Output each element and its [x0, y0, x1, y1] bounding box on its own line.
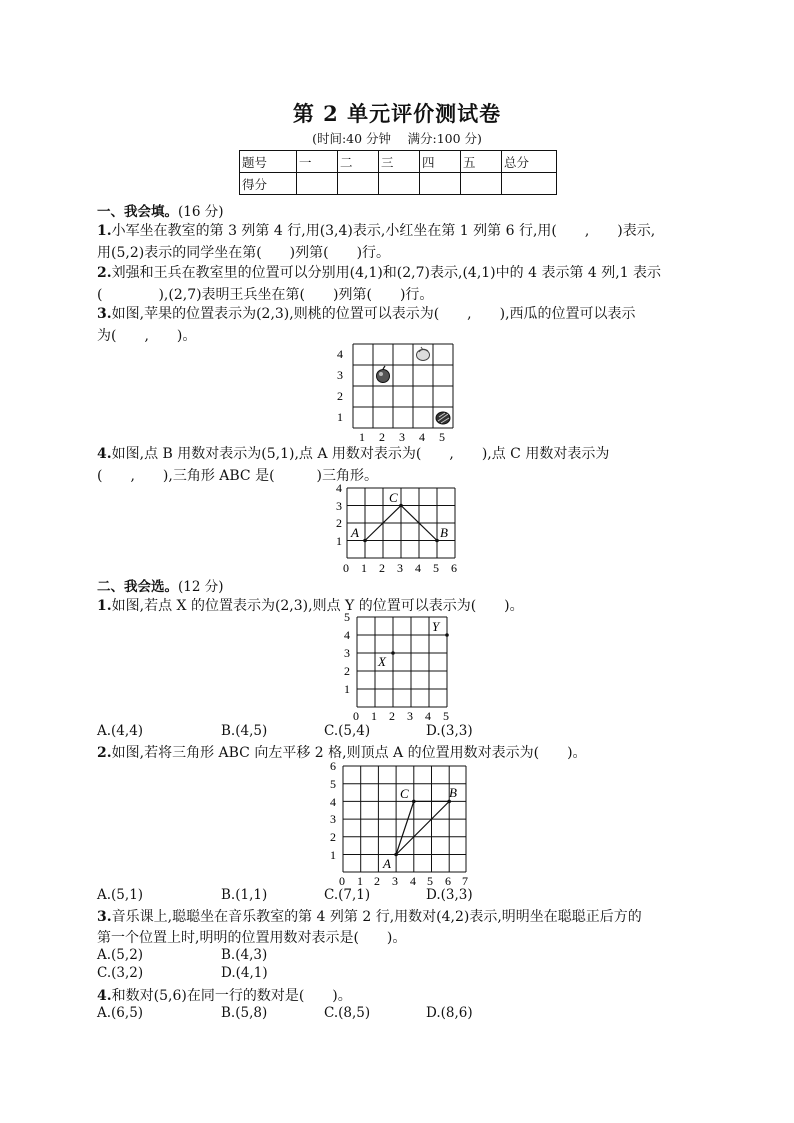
- s2-q2-option-d[interactable]: D.(3,3): [426, 887, 473, 903]
- y-tick-label: 3: [336, 499, 342, 513]
- x-tick-label: 1: [357, 874, 363, 888]
- question-text: 如图,若将三角形 ABC 向左平移 2 格,则顶点 A 的位置用数对表示为( )。: [111, 745, 587, 761]
- x-tick-label: 7: [462, 874, 468, 888]
- s2-q4-option-a[interactable]: A.(6,5): [97, 1005, 144, 1021]
- score-table: [239, 150, 557, 195]
- s2-q1-option-d[interactable]: D.(3,3): [426, 723, 473, 739]
- s2-q1-line: [97, 595, 524, 615]
- point-x: [391, 651, 395, 655]
- y-tick-label: 2: [336, 516, 342, 530]
- x-tick-label: 3: [399, 430, 405, 442]
- score-table-cell: 得分: [240, 173, 297, 195]
- point-c-label: C: [389, 490, 398, 505]
- y-tick-label: 2: [337, 389, 343, 403]
- y-tick-label: 1: [344, 682, 350, 696]
- y-tick-label: 2: [344, 664, 350, 678]
- x-tick-label: 0: [339, 874, 345, 888]
- x-tick-label: 3: [407, 709, 413, 723]
- point-y: [445, 633, 449, 637]
- y-tick-label: 4: [337, 347, 343, 361]
- section-points: (12 分): [178, 579, 224, 595]
- question-number: 4.: [97, 988, 112, 1004]
- s2-q3-line2: 第一个位置上时,明明的位置用数对表示是( )。: [97, 930, 407, 946]
- y-tick-label: 6: [330, 760, 336, 773]
- score-table-cell: 一: [297, 151, 338, 173]
- s2-q4-option-b[interactable]: B.(5,8): [221, 1005, 268, 1021]
- point-c-label: C: [400, 786, 409, 801]
- s2-q1-option-c[interactable]: C.(5,4): [324, 723, 371, 739]
- x-tick-label: 2: [379, 430, 385, 442]
- x-tick-label: 6: [451, 561, 457, 574]
- coordinate-grid: [347, 488, 455, 558]
- score-table-cell: 五: [461, 151, 502, 173]
- y-tick-label: 4: [330, 795, 336, 809]
- score-table-cell: 四: [420, 151, 461, 173]
- triangle-translation-figure: [328, 760, 470, 888]
- section-2-heading: [97, 575, 224, 595]
- y-tick-label: 1: [330, 848, 336, 862]
- x-tick-label: 4: [425, 709, 431, 723]
- y-tick-label: 4: [344, 628, 350, 642]
- x-tick-label: 2: [379, 561, 385, 574]
- x-tick-label: 1: [371, 709, 377, 723]
- section-points: (16 分): [178, 204, 224, 220]
- section-title: 一、我会填。: [97, 204, 178, 220]
- point-a-label: A: [383, 856, 391, 871]
- section-1-heading: [97, 200, 224, 220]
- s2-q4-line: [97, 985, 352, 1005]
- x-tick-label: 4: [415, 561, 421, 574]
- s2-q4-option-d[interactable]: D.(8,6): [426, 1005, 473, 1021]
- triangle-abc: [396, 801, 449, 854]
- s2-q3-option-b[interactable]: B.(4,3): [221, 947, 268, 963]
- x-tick-label: 3: [397, 561, 403, 574]
- s1-q4-line2: ( , ),三角形 ABC 是( )三角形。: [97, 468, 379, 484]
- y-tick-label: 3: [337, 368, 343, 382]
- point-x-label: X: [378, 654, 386, 669]
- score-input-cell[interactable]: [338, 173, 379, 195]
- point-a: [363, 539, 367, 543]
- s1-q2-line2: ( ),(2,7)表明王兵坐在第( )列第( )行。: [97, 287, 434, 303]
- question-text: 刘强和王兵在教室里的位置可以分别用(4,1)和(2,7)表示,(4,1)中的 4 表示第 4 列,1 表示: [111, 265, 662, 281]
- s1-q3-line1: [97, 303, 636, 323]
- s2-q2-option-a[interactable]: A.(5,1): [97, 887, 144, 903]
- question-text: 如图,苹果的位置表示为(2,3),则桃的位置可以表示为( , ),西瓜的位置可以表示: [111, 306, 636, 322]
- apple-icon: [377, 366, 390, 383]
- s2-q1-option-a[interactable]: A.(4,4): [97, 723, 144, 739]
- y-tick-label: 3: [344, 646, 350, 660]
- s2-q2-line: [97, 742, 587, 762]
- question-number: 2.: [97, 745, 112, 761]
- xy-points-figure: [341, 613, 453, 723]
- question-number: 2.: [97, 265, 112, 281]
- point-b: [447, 800, 451, 804]
- s2-q2-option-c[interactable]: C.(7,1): [324, 887, 371, 903]
- x-tick-label: 5: [433, 561, 439, 574]
- question-number: 4.: [97, 446, 112, 462]
- triangle-abc-figure: [335, 482, 465, 574]
- question-text: 小军坐在教室的第 3 列第 4 行,用(3,4)表示,小红坐在第 1 列第 6 行,用( , )表示,: [111, 223, 656, 239]
- score-table-score-row: [240, 173, 557, 195]
- s2-q1-option-b[interactable]: B.(4,5): [221, 723, 268, 739]
- s2-q4-option-c[interactable]: C.(8,5): [324, 1005, 371, 1021]
- question-number: 1.: [97, 223, 112, 239]
- point-a: [394, 853, 398, 857]
- point-c: [399, 504, 403, 508]
- score-input-cell[interactable]: [420, 173, 461, 195]
- x-tick-label: 5: [427, 874, 433, 888]
- s1-q4-line1: [97, 443, 609, 463]
- exam-info: (时间:40 分钟 满分:100 分): [312, 131, 482, 146]
- question-number: 3.: [97, 306, 112, 322]
- x-tick-label: 6: [445, 874, 451, 888]
- watermelon-icon: [436, 412, 450, 424]
- peach-icon: [417, 347, 430, 361]
- y-tick-label: 3: [330, 812, 336, 826]
- s2-q3-option-a[interactable]: A.(5,2): [97, 947, 144, 963]
- y-tick-label: 1: [336, 534, 342, 548]
- x-tick-label: 1: [359, 430, 365, 442]
- score-table-cell: 题号: [240, 151, 297, 173]
- y-tick-label: 2: [330, 830, 336, 844]
- score-table-cell: 总分: [502, 151, 557, 173]
- x-tick-label: 2: [374, 874, 380, 888]
- question-text: 和数对(5,6)在同一行的数对是( )。: [111, 988, 352, 1004]
- s2-q3-option-d[interactable]: D.(4,1): [221, 965, 268, 981]
- x-tick-label: 0: [353, 709, 359, 723]
- x-tick-label: 5: [439, 430, 445, 442]
- question-text: 如图,点 B 用数对表示为(5,1),点 A 用数对表示为( , ),点 C 用数对表示为: [111, 446, 610, 462]
- score-table-cell: 二: [338, 151, 379, 173]
- score-input-cell[interactable]: [461, 173, 502, 195]
- score-input-cell[interactable]: [502, 173, 557, 195]
- point-b-label: B: [440, 525, 448, 540]
- point-y-label: Y: [432, 619, 440, 634]
- question-number: 3.: [97, 909, 112, 925]
- s1-q1-line2: 用(5,2)表示的同学坐在第( )列第( )行。: [97, 245, 391, 261]
- x-tick-label: 4: [410, 874, 416, 888]
- y-tick-label: 1: [337, 410, 343, 424]
- page-title: 第 2 单元评价测试卷: [292, 101, 502, 126]
- score-table-cell: 三: [379, 151, 420, 173]
- fruit-grid-figure: [335, 342, 460, 442]
- s2-q3-line1: [97, 906, 642, 926]
- s1-q1-line1: [97, 220, 655, 240]
- y-tick-label: 5: [344, 613, 350, 624]
- s2-q3-option-c[interactable]: C.(3,2): [97, 965, 144, 981]
- score-input-cell[interactable]: [297, 173, 338, 195]
- x-tick-label: 5: [443, 709, 449, 723]
- question-text: 音乐课上,聪聪坐在音乐教室的第 4 列第 2 行,用数对(4,2)表示,明明坐在聪聪正后方的: [111, 909, 642, 925]
- s1-q3-line2: 为( , )。: [97, 328, 197, 344]
- question-number: 1.: [97, 598, 112, 614]
- y-tick-label: 4: [336, 482, 342, 495]
- s1-q2-line1: [97, 262, 661, 282]
- section-title: 二、我会选。: [97, 579, 178, 595]
- point-b-label: B: [449, 785, 457, 800]
- point-a-label: A: [351, 525, 359, 540]
- score-table-header-row: [240, 151, 557, 173]
- point-c: [412, 800, 416, 804]
- x-tick-label: 3: [392, 874, 398, 888]
- point-b: [435, 539, 439, 543]
- x-tick-label: 2: [389, 709, 395, 723]
- y-tick-label: 5: [330, 777, 336, 791]
- question-text: 如图,若点 X 的位置表示为(2,3),则点 Y 的位置可以表示为( )。: [111, 598, 524, 614]
- score-input-cell[interactable]: [379, 173, 420, 195]
- coordinate-grid: [343, 766, 466, 872]
- x-tick-label: 0: [343, 561, 349, 574]
- x-tick-label: 4: [419, 430, 425, 442]
- x-tick-label: 1: [361, 561, 367, 574]
- s2-q2-option-b[interactable]: B.(1,1): [221, 887, 268, 903]
